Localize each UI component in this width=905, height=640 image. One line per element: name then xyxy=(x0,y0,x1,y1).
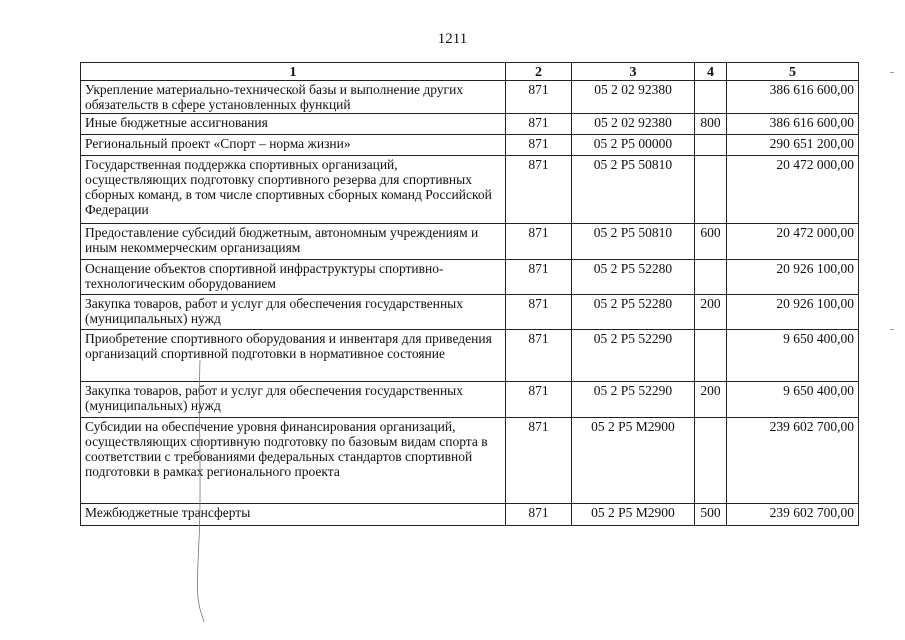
row-target-article: 05 2 02 92380 xyxy=(572,114,695,135)
row-department-code: 871 xyxy=(506,504,572,526)
row-department-code: 871 xyxy=(506,382,572,418)
row-target-article: 05 2 P5 00000 xyxy=(572,135,695,156)
row-department-code: 871 xyxy=(506,156,572,224)
row-department-code: 871 xyxy=(506,135,572,156)
row-department-code: 871 xyxy=(506,224,572,260)
row-amount: 386 616 600,00 xyxy=(727,81,859,114)
row-target-article: 05 2 02 92380 xyxy=(572,81,695,114)
margin-tick-mark: ˉ xyxy=(890,68,894,82)
row-name: Укрепление материально-технической базы и выполнение других обязательств в сфере установленных функций xyxy=(81,81,506,114)
row-amount: 20 472 000,00 xyxy=(727,156,859,224)
row-expense-type: 800 xyxy=(695,114,727,135)
table-row xyxy=(81,114,859,135)
row-expense-type xyxy=(695,135,727,156)
row-expense-type: 500 xyxy=(695,504,727,526)
row-name: Государственная поддержка спортивных организаций, осуществляющих подготовку спортивного резерва для спортивных сборных команд, в том числе спортивных сборных команд Российской Федерации xyxy=(81,156,506,224)
page-number: 1211 xyxy=(437,31,468,47)
row-expense-type: 600 xyxy=(695,224,727,260)
row-name: Региональный проект «Спорт – норма жизни» xyxy=(81,135,506,156)
column-header: 4 xyxy=(695,63,727,81)
row-expense-type xyxy=(695,260,727,295)
table-row xyxy=(81,135,859,156)
row-name: Межбюджетные трансферты xyxy=(81,504,506,526)
margin-tick-mark: ˉ xyxy=(890,325,894,339)
row-name: Предоставление субсидий бюджетным, автономным учреждениям и иным некоммерческим организациям xyxy=(81,224,506,260)
column-header: 3 xyxy=(572,63,695,81)
row-department-code: 871 xyxy=(506,114,572,135)
row-expense-type xyxy=(695,156,727,224)
row-department-code: 871 xyxy=(506,295,572,330)
row-amount: 239 602 700,00 xyxy=(727,504,859,526)
row-target-article: 05 2 P5 52280 xyxy=(572,260,695,295)
row-amount: 20 472 000,00 xyxy=(727,224,859,260)
column-header: 2 xyxy=(506,63,572,81)
column-header: 5 xyxy=(727,63,859,81)
row-name: Субсидии на обеспечение уровня финансирования организаций, осуществляющих спортивную подготовку по базовым видам спорта в соответствии с требованиями федеральных стандартов спортивной подготовки в рамках регионального проекта xyxy=(81,418,506,504)
budget-table xyxy=(80,62,859,526)
row-target-article: 05 2 P5 M2900 xyxy=(572,504,695,526)
table-row xyxy=(81,260,859,295)
row-target-article: 05 2 P5 52290 xyxy=(572,330,695,382)
row-department-code: 871 xyxy=(506,418,572,504)
table-row xyxy=(81,81,859,114)
row-department-code: 871 xyxy=(506,330,572,382)
row-amount: 20 926 100,00 xyxy=(727,295,859,330)
row-target-article: 05 2 P5 M2900 xyxy=(572,418,695,504)
row-expense-type: 200 xyxy=(695,295,727,330)
row-amount: 9 650 400,00 xyxy=(727,382,859,418)
row-amount: 239 602 700,00 xyxy=(727,418,859,504)
row-expense-type xyxy=(695,330,727,382)
row-target-article: 05 2 P5 50810 xyxy=(572,224,695,260)
row-expense-type: 200 xyxy=(695,382,727,418)
table-row xyxy=(81,295,859,330)
row-target-article: 05 2 P5 52280 xyxy=(572,295,695,330)
row-name: Оснащение объектов спортивной инфраструктуры спортивно-технологическим оборудованием xyxy=(81,260,506,295)
table-row xyxy=(81,156,859,224)
row-expense-type xyxy=(695,81,727,114)
row-amount: 386 616 600,00 xyxy=(727,114,859,135)
row-amount: 290 651 200,00 xyxy=(727,135,859,156)
table-row xyxy=(81,224,859,260)
table-row xyxy=(81,504,859,526)
row-name: Приобретение спортивного оборудования и инвентаря для приведения организаций спортивной подготовки в нормативное состояние xyxy=(81,330,506,382)
row-amount: 9 650 400,00 xyxy=(727,330,859,382)
table-row xyxy=(81,382,859,418)
row-target-article: 05 2 P5 50810 xyxy=(572,156,695,224)
row-department-code: 871 xyxy=(506,260,572,295)
row-name: Закупка товаров, работ и услуг для обеспечения государственных (муниципальных) нужд xyxy=(81,382,506,418)
table-row xyxy=(81,418,859,504)
table-row xyxy=(81,330,859,382)
row-amount: 20 926 100,00 xyxy=(727,260,859,295)
row-expense-type xyxy=(695,418,727,504)
row-name: Закупка товаров, работ и услуг для обеспечения государственных (муниципальных) нужд xyxy=(81,295,506,330)
row-target-article: 05 2 P5 52290 xyxy=(572,382,695,418)
row-department-code: 871 xyxy=(506,81,572,114)
row-name: Иные бюджетные ассигнования xyxy=(81,114,506,135)
column-header: 1 xyxy=(81,63,506,81)
table-header-row xyxy=(81,63,859,81)
